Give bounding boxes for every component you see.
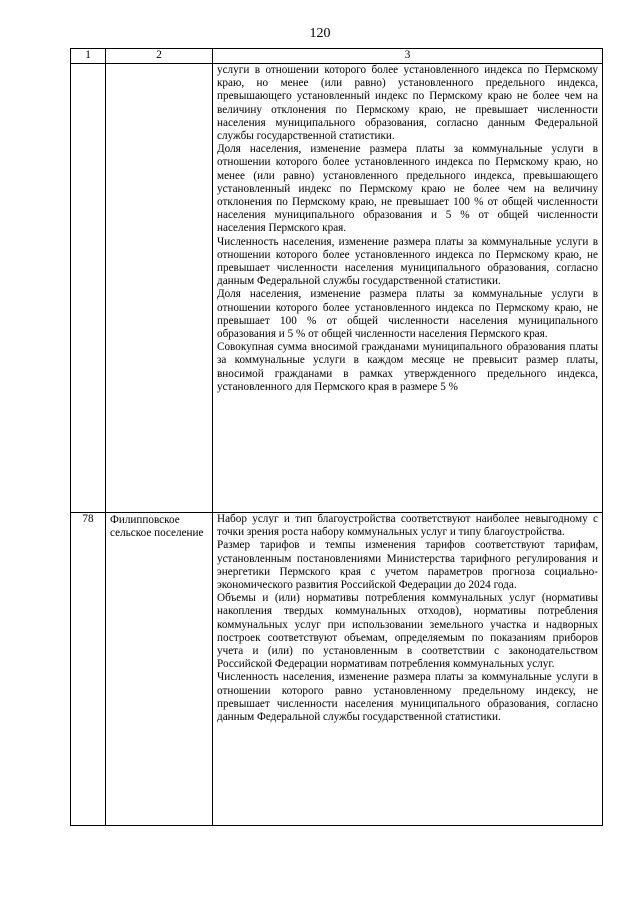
condition-paragraph: Численность населения, изменение размера платы за коммунальные услуги в отношении которого более установленного индекса по Пермскому краю, не превышает численности населения муниципального образования, согласно данным Федеральной службы государственной статистики. [217, 235, 598, 288]
condition-paragraph: Объемы и (или) нормативы потребления коммунальных услуг (нормативы накопления твердых коммунальных отходов), нормативы потребления коммунальных услуг при использовании земельного участка и надворных построек соответствуют объемам, определяемым по показаниям приборов учета и (или) по установленным в соответствии с законодательством Российской Федерации нормативам потребления коммунальных услуг. [217, 592, 598, 671]
condition-paragraph: Доля населения, изменение размера платы за коммунальные услуги в отношении которого более установленного индекса по Пермскому краю, не превышает 100 % от общей численности населения муниципального образования и 5 % от общей численности населения Пермского края. [217, 288, 598, 341]
header-col-1: 1 [71, 49, 106, 64]
table-row [71, 513, 603, 826]
settlement-name [106, 64, 213, 513]
page-number: 120 [309, 26, 331, 41]
header-col-2: 2 [106, 49, 213, 64]
condition-paragraph: услуги в отношении которого более установленного индекса по Пермскому краю, но менее (или равно) установленного предельного индекса, превышающего установленный индекс по Пермскому краю не более чем на величину отклонения по Пермскому краю, не превышает численности населения муниципального образования, согласно данным Федеральной службы государственной статистики. [217, 64, 598, 143]
condition-paragraph: Набор услуг и тип благоустройства соответствуют наиболее невыгодному с точки зрения роста набору коммунальных услуг и типу благоустройства. [217, 513, 598, 539]
conditions-cell [213, 64, 603, 513]
condition-paragraph: Доля населения, изменение размера платы за коммунальные услуги в отношении которого более установленного индекса по Пермскому краю, но менее (или равно) установленного предельного индекса, превышающего установленный индекс по Пермскому краю не более чем на величину отклонения по Пермскому краю, не превышает 100 % от общей численности населения муниципального образования и 5 % от общей численности населения Пермского края. [217, 143, 598, 235]
condition-paragraph: Совокупная сумма вносимой гражданами муниципального образования платы за коммунальные услуги в каждом месяце не превысит размер платы, вносимой гражданами в рамках утвержденного предельного индекса, установленного для Пермского края в размере 5 % [217, 341, 598, 393]
settlement-name: Филипповское сельское поселение [106, 513, 213, 826]
row-number: 78 [71, 513, 106, 826]
condition-paragraph: Размер тарифов и темпы изменения тарифов соответствуют тарифам, установленным постановлениями Министерства тарифного регулирования и энергетики Пермского края с учетом параметров прогноза социально-экономического развития Российской Федерации до 2024 года. [217, 539, 598, 592]
table-row [71, 64, 603, 513]
condition-paragraph: Численность населения, изменение размера платы за коммунальные услуги в отношении которого равно установленному предельному индексу, не превышает численности населения муниципального образования, согласно данным Федеральной службы государственной статистики. [217, 671, 598, 724]
table-header-row [71, 49, 603, 64]
conditions-cell [213, 513, 603, 826]
document-table [70, 48, 603, 826]
header-col-3: 3 [213, 49, 603, 64]
row-number [71, 64, 106, 513]
